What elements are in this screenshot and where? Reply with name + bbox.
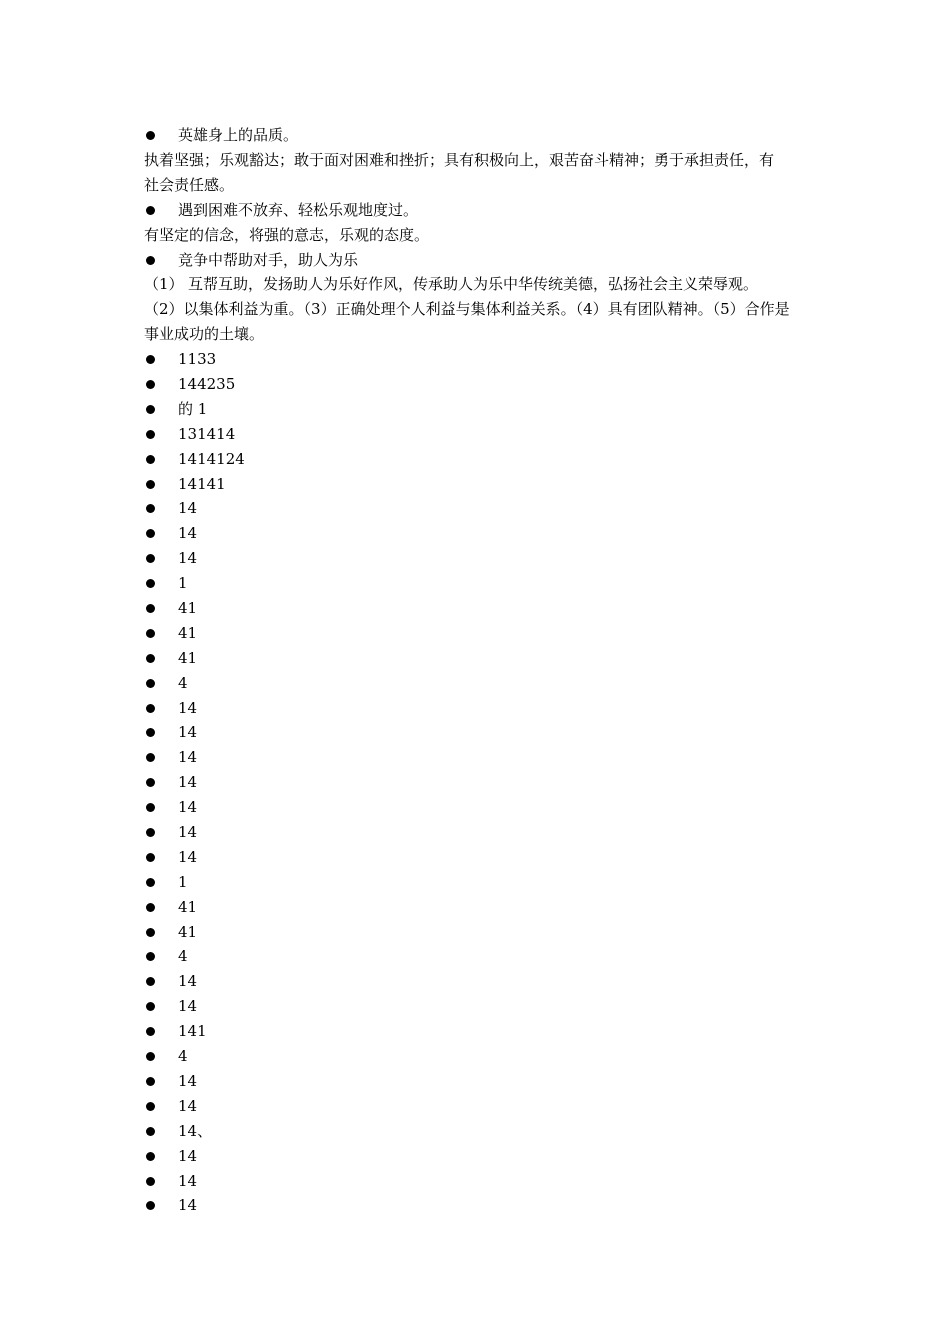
list-item [144, 1119, 816, 1144]
list-item [144, 895, 816, 920]
list-item-text: 1133 [178, 350, 217, 369]
list-item-text: 14 [178, 823, 198, 842]
list-item [144, 720, 816, 745]
list-item-text: 1 [178, 574, 188, 593]
bullet-dot-icon [146, 977, 155, 986]
bullet-heading-text: 英雄身上的品质。 [178, 126, 299, 144]
list-item-text: 14 [178, 499, 198, 518]
bullet-dot-icon [146, 803, 155, 812]
bullet-dot-icon [146, 952, 155, 961]
bullet-dot-icon [146, 753, 155, 762]
bullet-list [144, 347, 816, 1218]
list-item-text: 14 [178, 549, 198, 568]
list-item [144, 447, 816, 472]
list-item [144, 646, 816, 671]
list-item-text: 14 [178, 698, 198, 717]
list-item-text: 1 [178, 872, 188, 891]
list-item [144, 372, 816, 397]
list-item-text: 14 [178, 847, 198, 866]
list-item [144, 1144, 816, 1169]
list-item [144, 770, 816, 795]
list-item-text: 14 [178, 1146, 198, 1165]
list-item [144, 745, 816, 770]
bullet-dot-icon [146, 828, 155, 837]
list-item-text: 14 [178, 723, 198, 742]
list-item [144, 994, 816, 1019]
list-item-text: 14 [178, 1096, 198, 1115]
bullet-dot-icon [146, 579, 155, 588]
bullet-dot-icon [146, 380, 155, 389]
bullet-dot-icon [146, 928, 155, 937]
bullet-dot-icon [146, 455, 155, 464]
bullet-dot-icon [146, 654, 155, 663]
list-item-text: 41 [178, 922, 198, 941]
bullet-dot-icon [146, 405, 155, 414]
list-item [144, 1019, 816, 1044]
list-item [144, 422, 816, 447]
paragraph-line: 社会责任感。 [144, 175, 235, 194]
bullet-dot-icon [146, 430, 155, 439]
bullet-heading [144, 198, 816, 223]
list-item [144, 1044, 816, 1069]
bullet-dot-icon [146, 131, 155, 140]
list-item-text: 14141 [178, 474, 226, 493]
list-item [144, 820, 816, 845]
bullet-heading-text: 遇到困难不放弃、轻松乐观地度过。 [178, 200, 419, 219]
bullet-dot-icon [146, 206, 155, 215]
list-item-text: 的 1 [178, 399, 208, 418]
document-page [144, 123, 816, 1218]
bullet-dot-icon [146, 1201, 155, 1210]
list-item [144, 944, 816, 969]
bullet-dot-icon [146, 778, 155, 787]
list-item [144, 521, 816, 546]
list-item [144, 621, 816, 646]
list-item [144, 696, 816, 721]
list-item [144, 496, 816, 521]
list-item-text: 4 [178, 1047, 188, 1066]
list-item [144, 1094, 816, 1119]
list-item-text: 41 [178, 648, 198, 667]
bullet-dot-icon [146, 355, 155, 364]
bullet-dot-icon [146, 1052, 155, 1061]
list-item [144, 1169, 816, 1194]
list-item [144, 969, 816, 994]
bullet-heading [144, 123, 816, 148]
numbered-paragraph-line [144, 272, 816, 297]
list-item-text: 14 [178, 997, 198, 1016]
list-item-text: 41 [178, 623, 198, 642]
list-item [144, 472, 816, 497]
list-item [144, 920, 816, 945]
bullet-dot-icon [146, 903, 155, 912]
list-item-text: 14 [178, 1196, 198, 1215]
bullet-dot-icon [146, 1077, 155, 1086]
list-item [144, 546, 816, 571]
bullet-dot-icon [146, 853, 155, 862]
bullet-heading [144, 248, 816, 273]
bullet-dot-icon [146, 480, 155, 489]
list-item-text: 14 [178, 798, 198, 817]
bullet-dot-icon [146, 604, 155, 613]
bullet-dot-icon [146, 256, 155, 265]
list-item [144, 397, 816, 422]
bullet-dot-icon [146, 878, 155, 887]
list-item [144, 571, 816, 596]
bullet-dot-icon [146, 1127, 155, 1136]
list-item-text: 1414124 [178, 449, 245, 468]
bullet-dot-icon [146, 1002, 155, 1011]
bullet-dot-icon [146, 629, 155, 638]
list-item [144, 870, 816, 895]
list-item-text: 14 [178, 1071, 198, 1090]
list-item-text: 14 [178, 773, 198, 792]
number-label: （1） [144, 275, 184, 294]
list-item-text: 14 [178, 524, 198, 543]
bullet-dot-icon [146, 704, 155, 713]
list-item-text: 141 [178, 1022, 207, 1041]
list-item-text: 14 [178, 748, 198, 767]
numbered-text: 互帮互助，发扬助人为乐好作风，传承助人为乐中华传统美德，弘扬社会主义荣辱观。 [188, 275, 759, 294]
list-item-text: 14 [178, 1171, 198, 1190]
paragraph-line: 有坚定的信念，将强的意志，乐观的态度。 [144, 225, 430, 244]
list-item-text: 4 [178, 673, 188, 692]
list-item-text: 14、 [178, 1121, 213, 1140]
list-item [144, 596, 816, 621]
bullet-dot-icon [146, 728, 155, 737]
bullet-dot-icon [146, 1102, 155, 1111]
list-item-text: 144235 [178, 375, 236, 393]
bullet-dot-icon [146, 679, 155, 688]
bullet-heading-text: 竞争中帮助对手，助人为乐 [178, 250, 359, 269]
bullet-dot-icon [146, 1027, 155, 1036]
paragraph-line: 执着坚强；乐观豁达；敢于面对困难和挫折；具有积极向上，艰苦奋斗精神；勇于承担责任，有 [144, 150, 775, 169]
bullet-dot-icon [146, 529, 155, 538]
list-item [144, 1069, 816, 1094]
bullet-dot-icon [146, 1152, 155, 1161]
bullet-dot-icon [146, 554, 155, 563]
list-item-text: 41 [178, 897, 198, 916]
bullet-dot-icon [146, 504, 155, 513]
list-item [144, 795, 816, 820]
list-item [144, 347, 816, 372]
list-item-text: 41 [178, 599, 198, 618]
list-item [144, 671, 816, 696]
list-item-text: 14 [178, 972, 198, 991]
list-item [144, 1193, 816, 1218]
bullet-dot-icon [146, 1177, 155, 1186]
list-item-text: 4 [178, 947, 188, 966]
list-item-text: 131414 [178, 424, 236, 443]
paragraph-line: （2）以集体利益为重。（3）正确处理个人利益与集体利益关系。（4）具有团队精神。（5）合作是 [144, 300, 790, 319]
paragraph-line: 事业成功的土壤。 [144, 325, 265, 344]
list-item [144, 845, 816, 870]
